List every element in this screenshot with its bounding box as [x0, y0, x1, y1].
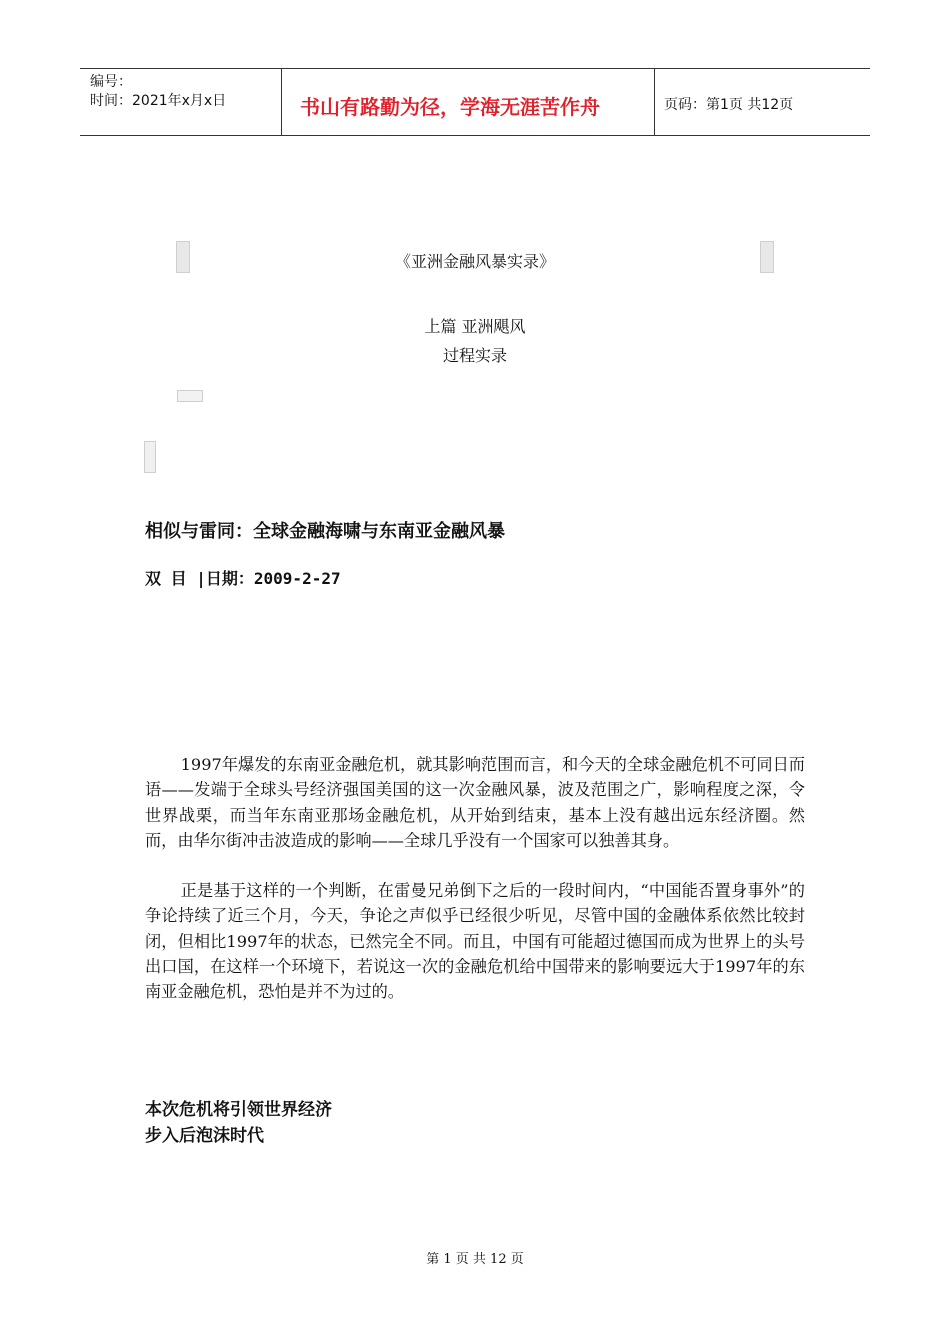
- header-divider-right: [654, 68, 655, 136]
- section-title: 过程实录: [442, 346, 507, 365]
- motto: 书山有路勤为径，学海无涯苦作舟: [300, 95, 600, 119]
- serial-number-label: 编号：: [90, 74, 132, 90]
- article-paragraph-1: 1997年爆发的东南亚金融危机，就其影响范围而言，和今天的全球金融危机不可同日而语——发端于全球头号经济强国美国的这一次金融风暴，波及范围之广，影响程度之深，令世界战栗，而当年东南亚那场金融危机，从开始到结束，基本上没有越出远东经济圈。然而，由华尔街冲击波造成的影响——全球几乎没有一个国家可以独善其身。: [145, 755, 805, 850]
- small-box-mark: [177, 390, 203, 402]
- left-bracket-mark-lower: [144, 441, 156, 473]
- date-label: 时间：2021年x月x日: [90, 93, 227, 109]
- header-bottom-border: [80, 135, 870, 136]
- book-title: 《亚洲金融风暴实录》: [394, 252, 555, 271]
- header-top-border: [80, 68, 870, 69]
- subheading-line-2: 步入后泡沫时代: [145, 1126, 264, 1146]
- page-footer: 第 1 页 共 12 页: [426, 1252, 524, 1267]
- header-divider-left: [281, 68, 282, 136]
- page-info: 页码：第1页 共12页: [664, 97, 794, 113]
- part-title: 上篇 亚洲飓风: [424, 317, 526, 336]
- article-byline: 双 目 |日期：2009-2-27: [145, 569, 341, 588]
- article-paragraph-2: 正是基于这样的一个判断，在雷曼兄弟倒下之后的一段时间内，“中国能否置身事外”的争论持续了近三个月，今天，争论之声似乎已经很少听见，尽管中国的金融体系依然比较封闭，但相比1997年的状态，已然完全不同。而且，中国有可能超过德国而成为世界上的头号出口国，在这样一个环境下，若说这一次的金融危机给中国带来的影响要远大于1997年的东南亚金融危机，恐怕是并不为过的。: [145, 881, 805, 1002]
- article-title: 相似与雷同：全球金融海啸与东南亚金融风暴: [145, 521, 505, 542]
- subheading-line-1: 本次危机将引领世界经济: [145, 1100, 332, 1120]
